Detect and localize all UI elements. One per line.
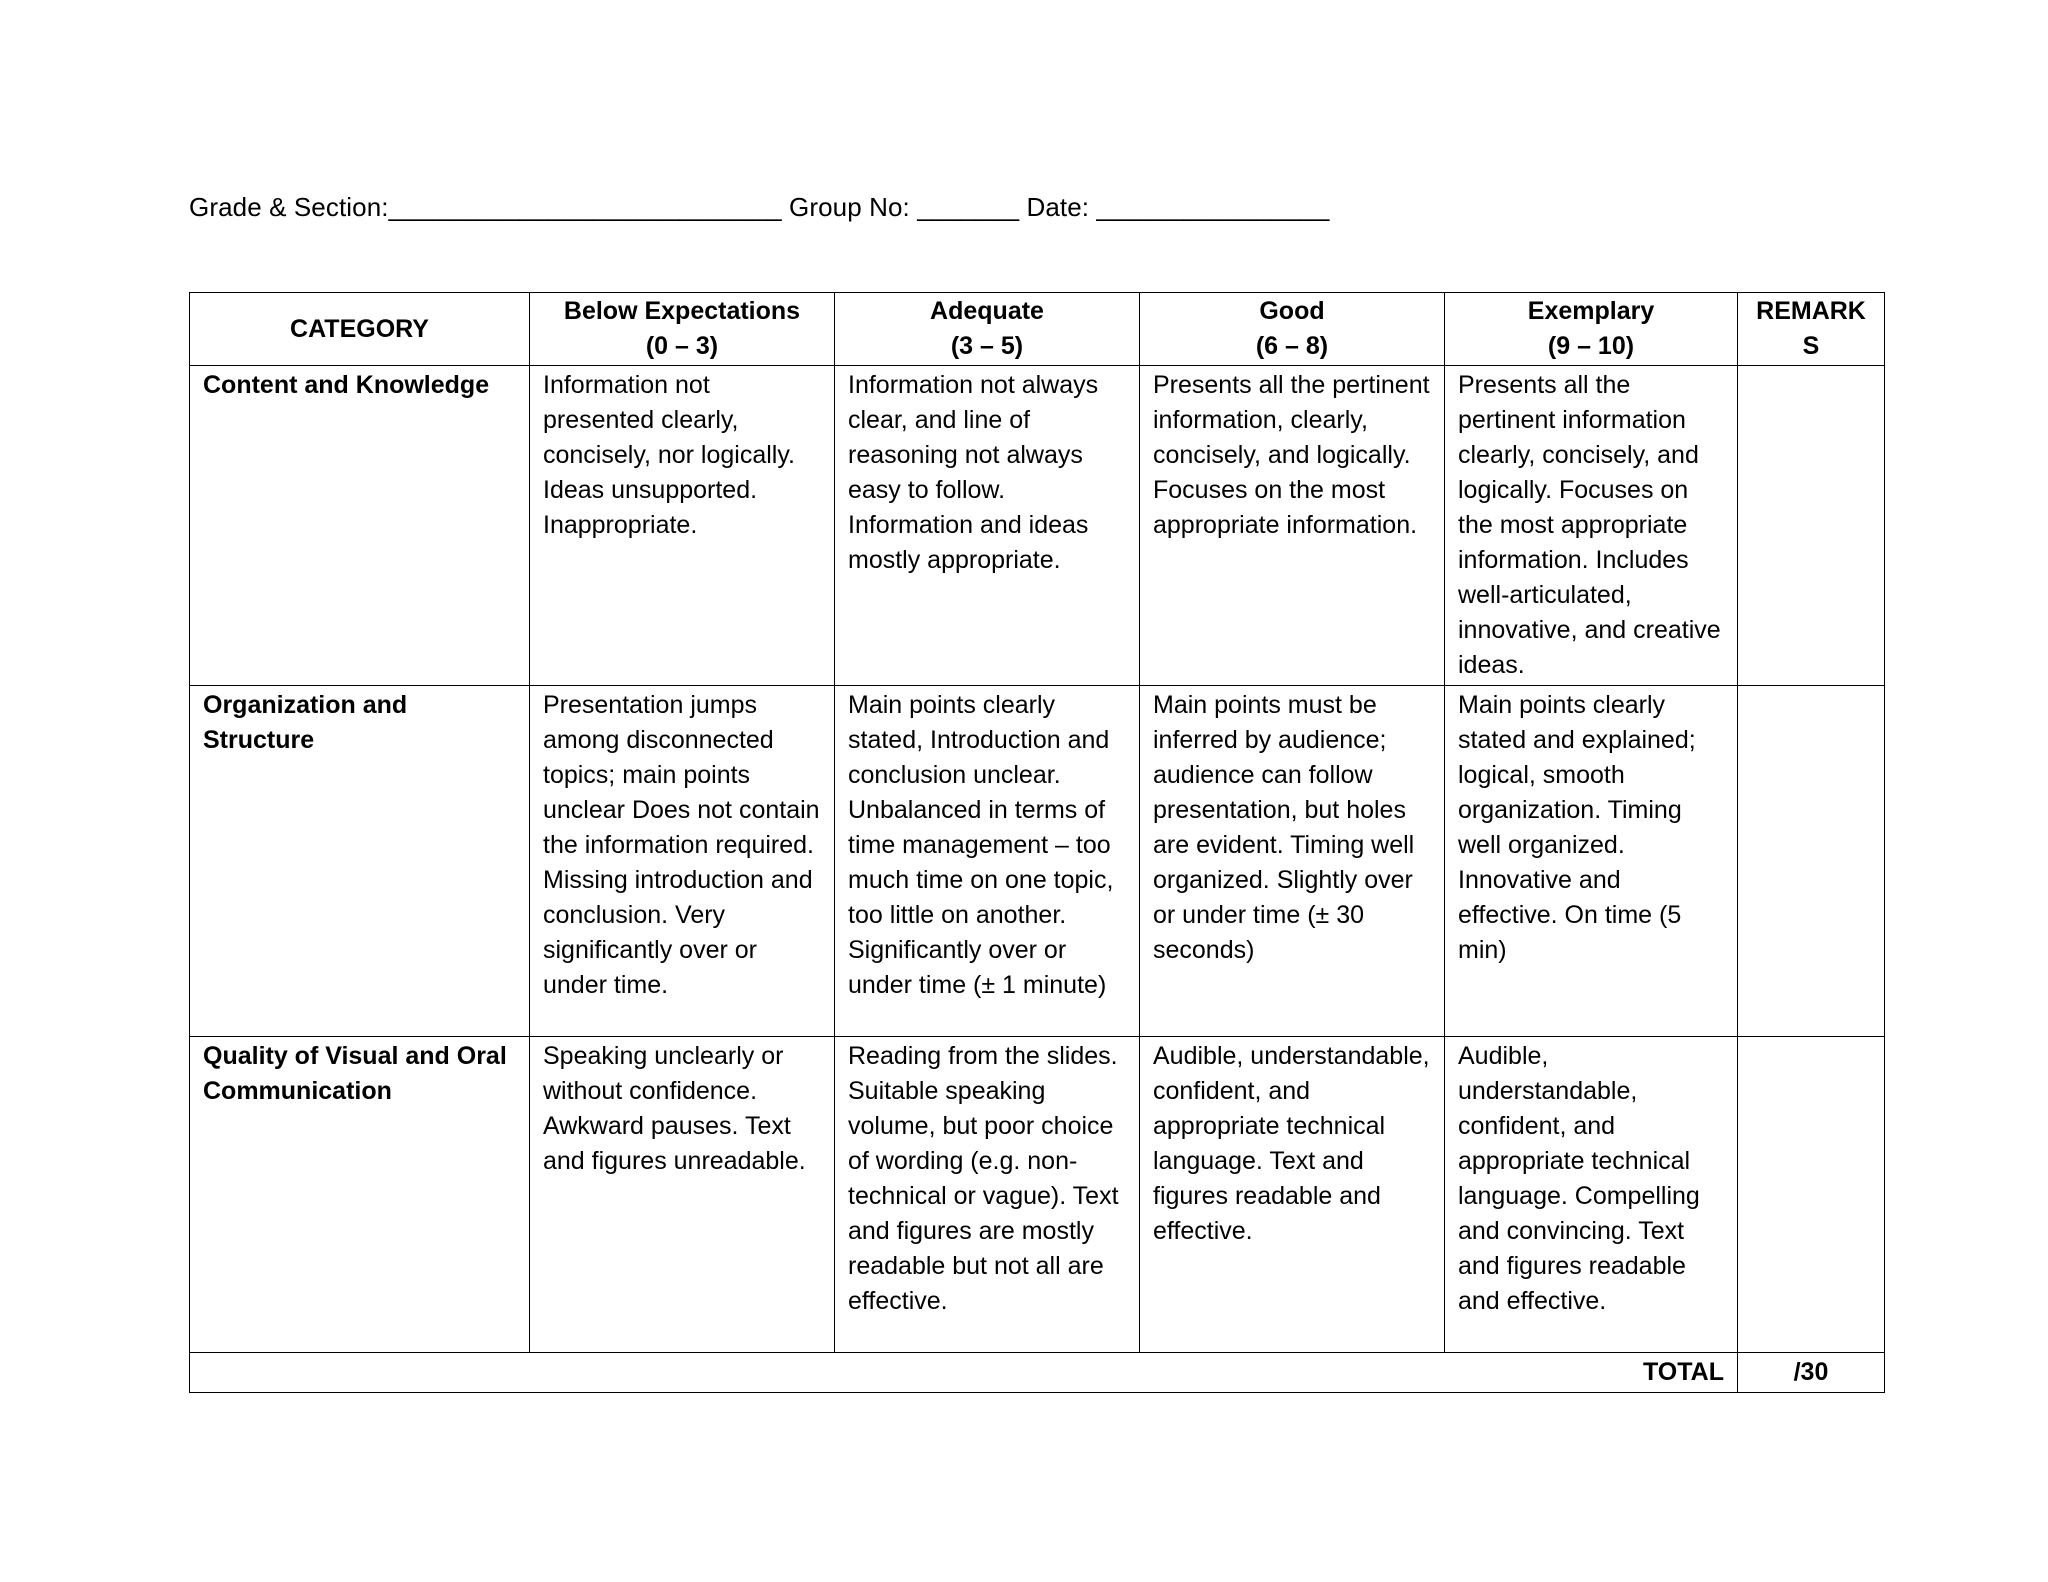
header-row xyxy=(190,293,1885,366)
below-expectations-cell: Presentation jumps among disconnected topics; main points unclear Does not contain the information required. Missing introduction and conclusion. Very significantly over or under time. xyxy=(530,686,835,1037)
column-range: (0 – 3) xyxy=(645,332,719,360)
good-cell: Main points must be inferred by audience; audience can follow presentation, but holes are evident. Timing well organized. Slightly over or under time (± 30 seconds) xyxy=(1140,686,1445,1037)
column-header-exemplary xyxy=(1445,293,1738,366)
good-cell: Presents all the pertinent information, clearly, concisely, and logically. Focuses on the most appropriate information. xyxy=(1140,366,1445,686)
column-title: Good xyxy=(1259,297,1325,325)
good-cell: Audible, understandable, confident, and appropriate technical language. Text and figures readable and effective. xyxy=(1140,1037,1445,1353)
category-cell: Organization and Structure xyxy=(190,686,530,1037)
exemplary-cell: Main points clearly stated and explained; logical, smooth organization. Timing well organized. Innovative and effective. On time (5 min) xyxy=(1445,686,1738,1037)
table-row-content-and-knowledge xyxy=(190,366,1885,686)
column-header-remarks xyxy=(1738,293,1885,366)
total-row xyxy=(190,1353,1885,1393)
below-expectations-cell: Information not presented clearly, concisely, nor logically. Ideas unsupported. Inappropriate. xyxy=(530,366,835,686)
column-header-category xyxy=(190,293,530,366)
column-title: CATEGORY xyxy=(290,314,429,343)
adequate-cell: Main points clearly stated, Introduction and conclusion unclear. Unbalanced in terms of time management – too much time on one topic, too little on another. Significantly over or under time (± 1 minute) xyxy=(835,686,1140,1037)
column-title: Below Expectations xyxy=(563,297,801,325)
category-cell: Quality of Visual and Oral Communication xyxy=(190,1037,530,1353)
category-cell: Content and Knowledge xyxy=(190,366,530,686)
column-range: (6 – 8) xyxy=(1255,332,1329,360)
rubric-table xyxy=(189,292,1885,1393)
column-header-good xyxy=(1140,293,1445,366)
column-range: (3 – 5) xyxy=(950,332,1024,360)
table-row-quality-of-visual-and-oral-communication xyxy=(190,1037,1885,1353)
exemplary-cell: Audible, understandable, confident, and appropriate technical language. Compelling and convincing. Text and figures readable and effective. xyxy=(1445,1037,1738,1353)
column-header-adequate xyxy=(835,293,1140,366)
total-score[interactable]: /30 xyxy=(1738,1353,1885,1393)
adequate-cell: Reading from the slides. Suitable speaking volume, but poor choice of wording (e.g. non-technical or vague). Text and figures are mostly readable but not all are effective. xyxy=(835,1037,1140,1353)
column-title: Exemplary xyxy=(1527,297,1655,325)
below-expectations-cell: Speaking unclearly or without confidence. Awkward pauses. Text and figures unreadable. xyxy=(530,1037,835,1353)
remarks-cell[interactable] xyxy=(1738,686,1885,1037)
adequate-cell: Information not always clear, and line of reasoning not always easy to follow. Information and ideas mostly appropriate. xyxy=(835,366,1140,686)
remarks-cell[interactable] xyxy=(1738,366,1885,686)
column-title: Adequate xyxy=(930,297,1044,325)
table-row-organization-and-structure xyxy=(190,686,1885,1037)
exemplary-cell: Presents all the pertinent information clearly, concisely, and logically. Focuses on the most appropriate information. Includes well-articulated, innovative, and creative ideas. xyxy=(1445,366,1738,686)
column-range: (9 – 10) xyxy=(1547,332,1635,360)
remarks-cell[interactable] xyxy=(1738,1037,1885,1353)
column-header-below-expectations xyxy=(530,293,835,366)
total-label: TOTAL xyxy=(190,1353,1738,1393)
header-fields-line: Grade & Section:___________________________ Group No: _______ Date: ________________ xyxy=(189,192,1330,222)
column-title: REMARKS xyxy=(1756,297,1866,360)
